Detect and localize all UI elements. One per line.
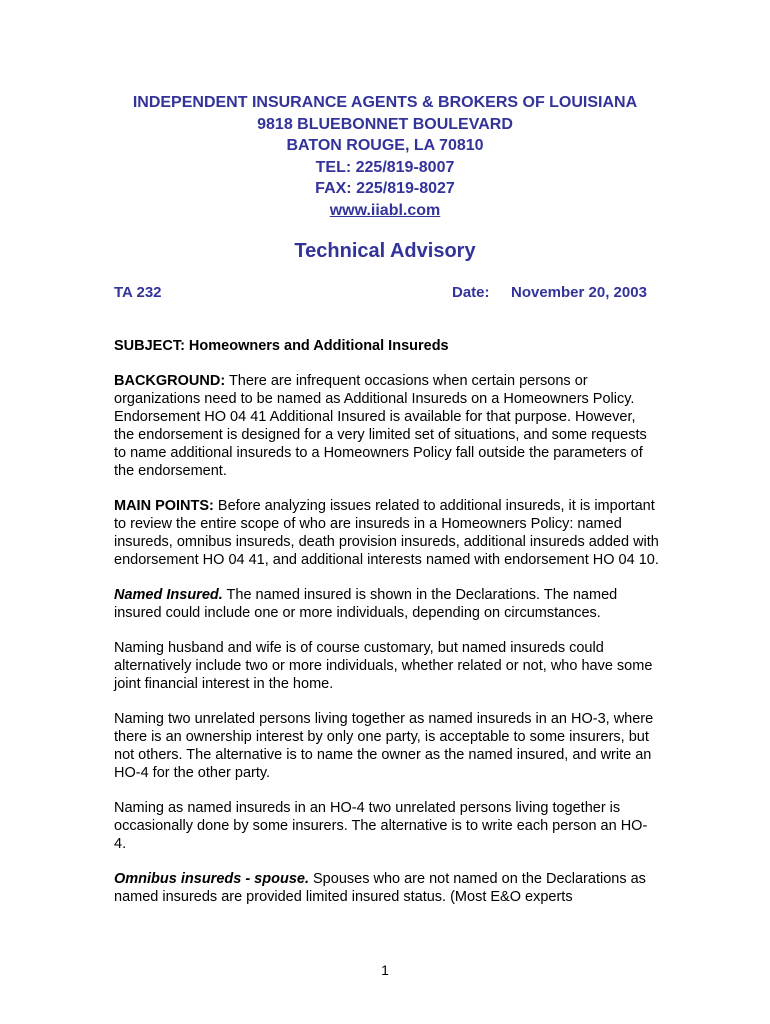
letterhead xyxy=(0,92,770,221)
background-heading: BACKGROUND: xyxy=(114,373,226,389)
omnibus-spouse-paragraph xyxy=(114,870,659,906)
advisory-number: TA 232 xyxy=(114,284,162,301)
named-insured-heading: Named Insured. xyxy=(114,587,223,603)
omnibus-heading: Omnibus insureds - spouse. xyxy=(114,871,309,887)
website-link[interactable]: www.iiabl.com xyxy=(329,201,441,219)
org-name: INDEPENDENT INSURANCE AGENTS & BROKERS OF LOUISIANA xyxy=(132,94,638,111)
background-paragraph xyxy=(114,372,659,480)
document-body xyxy=(114,337,659,923)
subject-line: SUBJECT: Homeowners and Additional Insureds xyxy=(114,338,449,354)
date-label: Date: xyxy=(452,284,490,301)
omnibus-text: Spouses who are not named on the Declarations as named insureds are provided limited insured status. (Most E&O experts xyxy=(114,871,646,905)
street-address: 9818 BLUEBONNET BOULEVARD xyxy=(257,115,513,133)
document-title: Technical Advisory xyxy=(294,240,476,262)
main-points-paragraph xyxy=(114,497,659,569)
unrelated-ho4-paragraph: Naming as named insureds in an HO-4 two unrelated persons living together is occasionally done by some insurers. The alternative is to write each person an HO-4. xyxy=(114,800,648,852)
named-insured-text: The named insured is shown in the Declarations. The named insured could include one or more individuals, depending on circumstances. xyxy=(114,587,618,621)
date-value: November 20, 2003 xyxy=(511,284,647,301)
telephone: TEL: 225/819-8007 xyxy=(315,158,455,176)
page-number: 1 xyxy=(381,962,389,978)
city-state-zip: BATON ROUGE, LA 70810 xyxy=(286,137,484,154)
fax: FAX: 225/819-8027 xyxy=(315,180,455,197)
main-points-heading: MAIN POINTS: xyxy=(114,498,214,514)
unrelated-ho3-paragraph: Naming two unrelated persons living together as named insureds in an HO-3, where there is an ownership interest by only one party, is acceptable to some insurers, but not others. The alternative is to name the owner as the named insured, and write an HO-4 for the other party. xyxy=(114,711,654,781)
husband-wife-paragraph: Naming husband and wife is of course customary, but named insureds could alternatively include two or more individuals, whether related or not, who have some joint financial interest in the home. xyxy=(114,640,653,692)
main-points-text: Before analyzing issues related to additional insureds, it is important to review the entire scope of who are insureds in a Homeowners Policy: named insureds, omnibus insureds, death provision insureds, additional insureds added with endorsement HO 04 41, and additional interests named with endorsement HO 04 10. xyxy=(114,498,659,568)
named-insured-paragraph xyxy=(114,586,659,622)
background-text: There are infrequent occasions when certain persons or organizations need to be named as Additional Insureds on a Homeowners Policy. Endorsement HO 04 41 Additional Insured is available for that purpose. However, the endorsement is designed for a very limited set of situations, and some requests to name additional insureds to a Homeowners Policy fall outside the parameters of the endorsement. xyxy=(114,373,647,479)
